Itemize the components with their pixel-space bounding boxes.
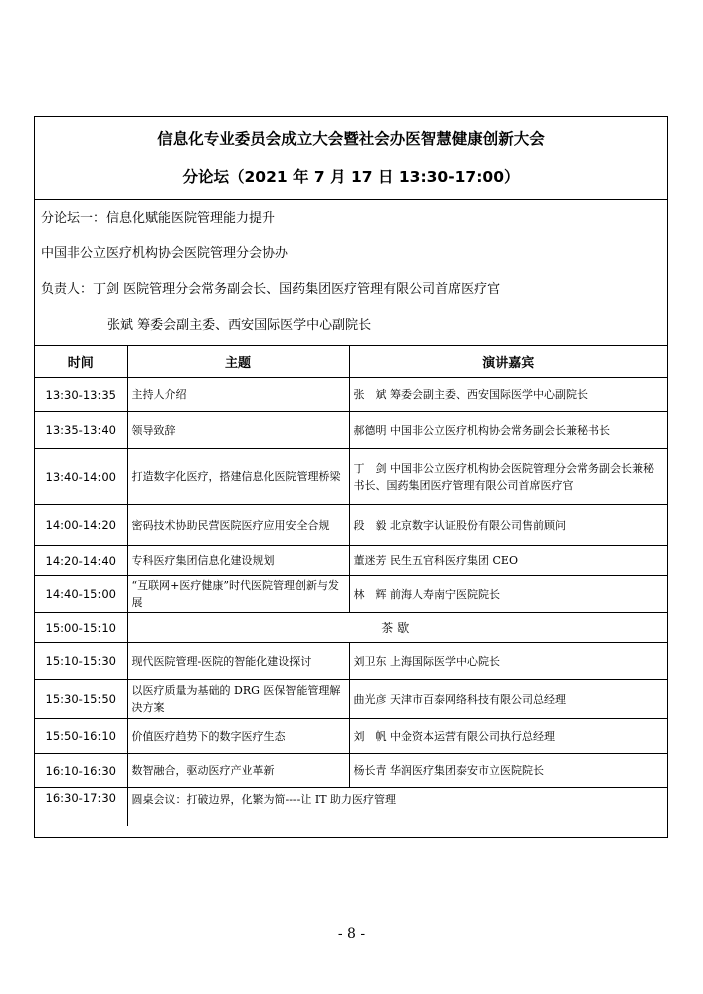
agenda-frame xyxy=(34,116,668,838)
row-topic: 以医疗质量为基础的 DRG 医保智能管理解决方案 xyxy=(127,680,349,719)
table-row xyxy=(35,719,667,754)
row-topic: 打造数字化医疗，搭建信息化医院管理桥梁 xyxy=(127,449,349,505)
forum-name: 分论坛一：信息化赋能医院管理能力提升 xyxy=(41,211,276,226)
row-speaker: 林 辉 前海人寿南宁医院院长 xyxy=(349,576,667,613)
row-topic: 现代医院管理-医院的智能化建设探讨 xyxy=(127,643,349,680)
row-topic: 主持人介绍 xyxy=(127,378,349,412)
row-time: 16:30-17:30 xyxy=(35,788,127,826)
schedule-table xyxy=(35,345,667,826)
row-speaker: 张 斌 筹委会副主委、西安国际医学中心副院长 xyxy=(349,378,667,412)
header-time: 时间 xyxy=(35,345,127,378)
row-topic: 密码技术协助民营医院医疗应用安全合规 xyxy=(127,505,349,546)
row-topic: 价值医疗趋势下的数字医疗生态 xyxy=(127,719,349,754)
row-time: 15:10-15:30 xyxy=(35,643,127,680)
row-time: 14:00-14:20 xyxy=(35,505,127,546)
row-speaker: 曲光彦 天津市百泰网络科技有限公司总经理 xyxy=(349,680,667,719)
agenda-title: 信息化专业委员会成立大会暨社会办医智慧健康创新大会 xyxy=(157,130,545,148)
table-header-row xyxy=(35,345,667,378)
row-speaker: 段 毅 北京数字认证股份有限公司售前顾问 xyxy=(349,505,667,546)
table-row xyxy=(35,378,667,412)
header-speaker: 演讲嘉宾 xyxy=(349,345,667,378)
row-time: 16:10-16:30 xyxy=(35,754,127,788)
agenda-subtitle: 分论坛（2021 年 7 月 17 日 13:30-17:00） xyxy=(182,168,520,186)
table-row xyxy=(35,546,667,576)
row-time: 14:40-15:00 xyxy=(35,576,127,613)
table-row xyxy=(35,449,667,505)
row-topic: “互联网+医疗健康”时代医院管理创新与发展 xyxy=(127,576,349,613)
forum-info xyxy=(35,199,667,346)
tea-break-label: 茶歇 xyxy=(127,613,667,643)
table-row xyxy=(35,505,667,546)
row-topic: 专科医疗集团信息化建设规划 xyxy=(127,546,349,576)
table-row xyxy=(35,754,667,788)
row-speaker: 董迷芳 民生五官科医疗集团 CEO xyxy=(349,546,667,576)
table-row xyxy=(35,576,667,613)
lead-line-2: 张斌 筹委会副主委、西安国际医学中心副院长 xyxy=(107,318,372,333)
agenda-header xyxy=(35,117,667,200)
row-speaker: 郝德明 中国非公立医疗机构协会常务副会长兼秘书长 xyxy=(349,412,667,449)
row-speaker: 杨长青 华润医疗集团泰安市立医院院长 xyxy=(349,754,667,788)
row-time: 13:40-14:00 xyxy=(35,449,127,505)
header-topic: 主题 xyxy=(127,345,349,378)
table-row-roundtable xyxy=(35,788,667,826)
row-time: 13:30-13:35 xyxy=(35,378,127,412)
table-row-break xyxy=(35,613,667,643)
row-time: 15:00-15:10 xyxy=(35,613,127,643)
co-organizer: 中国非公立医疗机构协会医院管理分会协办 xyxy=(41,246,289,261)
lead-line-1: 负责人：丁剑 医院管理分会常务副会长、国药集团医疗管理有限公司首席医疗官 xyxy=(41,282,501,297)
table-row xyxy=(35,643,667,680)
row-time: 15:30-15:50 xyxy=(35,680,127,719)
table-row xyxy=(35,412,667,449)
row-topic: 数智融合，驱动医疗产业革新 xyxy=(127,754,349,788)
page-number: - 8 - xyxy=(337,926,366,942)
row-time: 13:35-13:40 xyxy=(35,412,127,449)
row-time: 14:20-14:40 xyxy=(35,546,127,576)
row-topic: 领导致辞 xyxy=(127,412,349,449)
roundtable-label: 圆桌会议：打破边界，化繁为简----让 IT 助力医疗管理 xyxy=(127,788,667,826)
row-speaker: 丁 剑 中国非公立医疗机构协会医院管理分会常务副会长兼秘书长、国药集团医疗管理有限公司首席医疗官 xyxy=(349,449,667,505)
table-row xyxy=(35,680,667,719)
row-speaker: 刘 帆 中金资本运营有限公司执行总经理 xyxy=(349,719,667,754)
row-time: 15:50-16:10 xyxy=(35,719,127,754)
row-speaker: 刘卫东 上海国际医学中心院长 xyxy=(349,643,667,680)
